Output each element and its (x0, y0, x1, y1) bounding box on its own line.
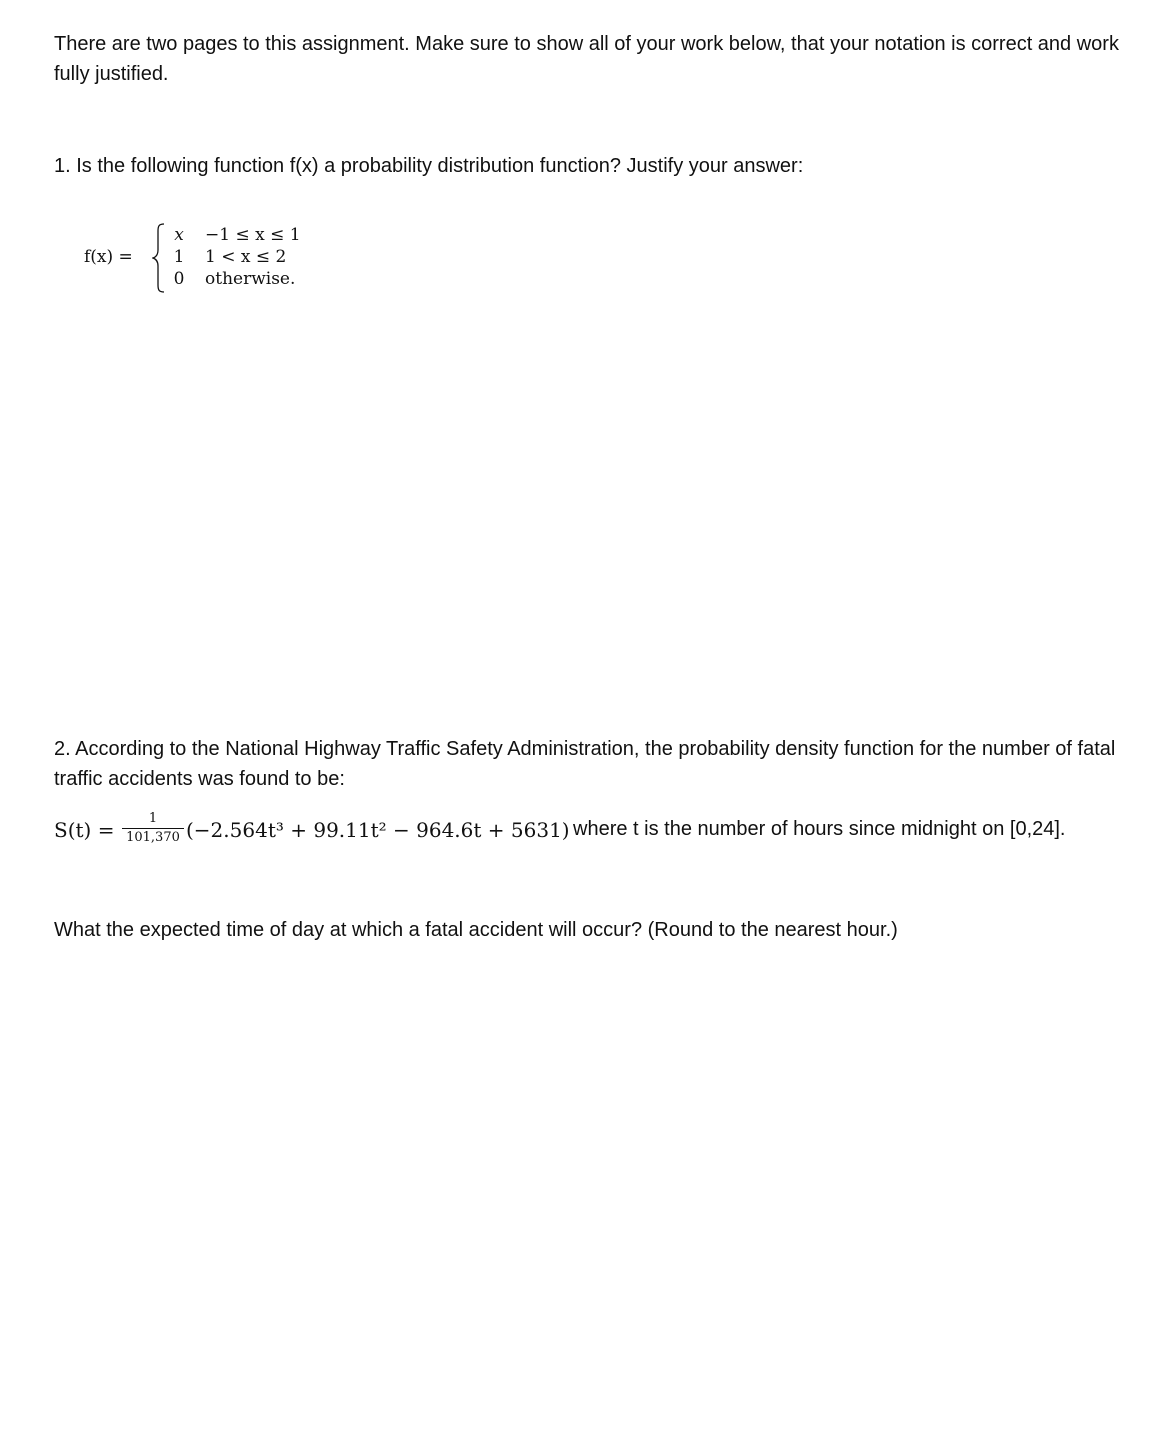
left-brace-icon (152, 222, 166, 294)
case-3-condition: otherwise. (205, 269, 296, 289)
case-3-value: 0 (173, 269, 185, 289)
fraction-numerator: 1 (148, 811, 158, 826)
formula-fraction (122, 812, 184, 845)
formula-polynomial: (−2.564t³ + 99.11t² − 964.6t + 5631) (186, 818, 570, 842)
formula-lhs: S(t) = (54, 818, 115, 842)
formula-description: where t is the number of hours since midnight on [0,24]. (573, 818, 1066, 840)
case-2-condition: 1 < x ≤ 2 (205, 247, 287, 267)
fraction-bar (122, 828, 184, 829)
question-2-ask: What the expected time of day at which a fatal accident will occur? (Round to the nearest hour.) (54, 919, 898, 941)
case-2-value: 1 (173, 247, 185, 267)
question-2-prompt: 2. According to the National Highway Traffic Safety Administration, the probability density function for the number of fatal traffic accidents was found to be: (54, 738, 1116, 790)
question-1-prompt: 1. Is the following function f(x) a probability distribution function? Justify your answer: (54, 155, 804, 177)
case-1-condition: −1 ≤ x ≤ 1 (205, 225, 301, 245)
assignment-instructions: There are two pages to this assignment. Make sure to show all of your work below, that your notation is correct and work fully justified. (54, 33, 1119, 85)
piecewise-lhs: f(x) = (84, 247, 133, 267)
case-1-value: x (174, 225, 184, 245)
fraction-denominator: 101,370 (126, 830, 180, 845)
